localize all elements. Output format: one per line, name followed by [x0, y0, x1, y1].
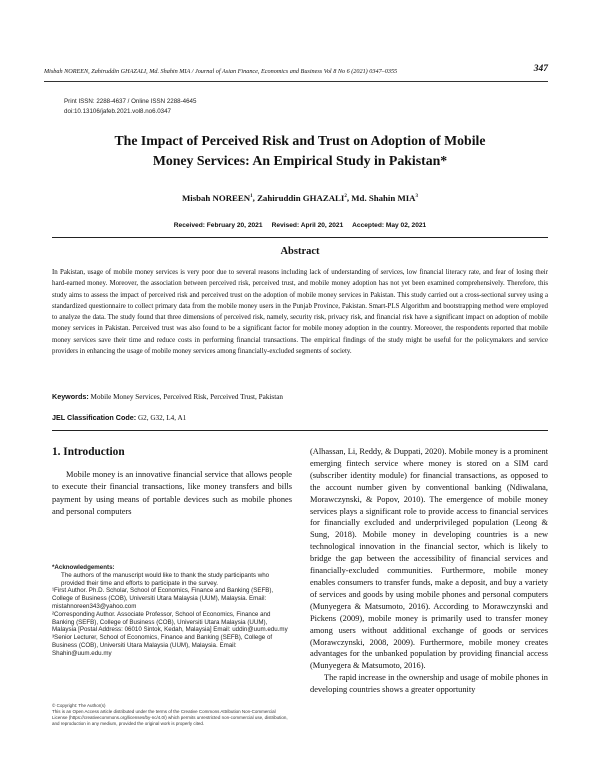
footnotes — [52, 564, 292, 658]
paper-title — [60, 131, 540, 171]
footnote-3: ³Senior Lecturer, School of Economics, Finance and Banking (SEFB), College of Business (COB), Universiti Utara Malaysia (UUM), Malaysia. Email: Shahin@uum.edu.my — [52, 634, 273, 657]
author-affiliation-mark: 3 — [415, 194, 419, 200]
license-text: This is an Open Access article distributed under the terms of the Creative Commons Attribution Non-Commercial License (https://creativecommons.org/licenses/by-nc/4.0/) which permits unrestricted non-commercial use, distribution, and reproduction in any medium, provided the original work is properly cited. — [52, 709, 288, 726]
author-name: Misbah NOREEN — [181, 193, 251, 203]
page-number: 347 — [533, 64, 548, 74]
acknowledgements-text: The authors of the manuscript would like to thank the study participants who provided their time and efforts to participate in the survey. — [61, 571, 270, 587]
copyright-line: © Copyright: The Author(s) — [52, 703, 106, 708]
abstract-heading: Abstract — [280, 246, 320, 257]
keywords-label: Keywords: — [52, 392, 89, 401]
copyright-notice — [52, 703, 292, 727]
issn-line: Print ISSN: 2288-4637 / Online ISSN 2288-4645 — [64, 98, 197, 105]
author-name: Md. Shahin MIA — [351, 193, 416, 203]
doi-line: doi:10.13106/jafeb.2021.vol8.no6.0347 — [64, 107, 172, 115]
author-name: Zahiruddin GHAZALI — [257, 193, 345, 203]
author-affiliation-mark: 1 — [250, 194, 253, 200]
section-rule — [52, 430, 548, 431]
title-line-1: The Impact of Perceived Risk and Trust on Adoption of Mobile — [114, 133, 486, 148]
jel-line — [52, 413, 186, 422]
jel-value: G2, G32, L4, A1 — [136, 414, 187, 422]
introduction-paragraph: (Alhassan, Li, Reddy, & Duppati, 2020). Mobile money is a prominent emerging fintech service where money is stored on a SIM card (subscriber identity module) for financial transactions, as opposed to the account number given by conventional banking (Ndiwalana, Morawczynski, & Popov, 2010). The emergence of mobile money services plays a significant role to provide access to financial services for financially excluded and underprivileged population (Leong & Sung, 2018). Mobile money in developing countries is a new technological innovation in the financial sector, which is likely to bridge the gap between the accessibility of financial services and financially-excluded communities. Furthermore, mobile money enables consumers to transfer funds, make a deposit, and buy a variety of services and goods by using mobile phones and personal computers (Munyegera & Matsumoto, 2016). According to Morawczynski and Pickens (2009), mobile money is primarily used to transfer money among users without additional exchange of goods or services (Morawczynski, 2008, 2009). Furthermore, mobile money creates advantages for the unbanked population by providing financial access (Munyegera & Matsumoto, 2016). — [310, 447, 548, 671]
abstract-text: In Pakistan, usage of mobile money services is very poor due to several reasons including lack of understanding of services, low financial literacy rate, and fear of losing their hard-earned money. Moreover, the association between perceived risk, perceived trust, and mobile money adoption has not yet been examined comprehensively. Therefore, this study aims to assess the impact of perceived risk and perceived trust on the adoption of mobile money services in Pakistan. This study carried out a cross-sectional survey using a standardized questionnaire to collect primary data from the mobile money users in the Punjab Province, Pakistan. Smart-PLS Algorithm and bootstrapping method were employed to analyze the data. The study found that three dimensions of perceived risk, namely, security risk, privacy risk, and financial risk have a significant impact on adoption of mobile money services in Pakistan. Perceived trust was also found to be a significant factor for mobile money adoption in the country. Moreover, the respondents reported that mobile money services save their time and reduce costs in performing financial transactions. The empirical findings of the study might be useful for the policymakers and service providers in enhancing the usage of mobile money services among financially-excluded segments of society. — [52, 269, 548, 356]
header-rule — [44, 81, 548, 82]
author-affiliation-mark: 2 — [344, 194, 347, 200]
introduction-heading: 1. Introduction — [52, 446, 125, 458]
keywords-line — [52, 392, 283, 401]
submission-dates: Received: February 20, 2021 Revised: April 20, 2021 Accepted: May 02, 2021 — [173, 222, 427, 229]
introduction-paragraph: The rapid increase in the ownership and usage of mobile phones in developing countries shows a greater opportunity — [310, 673, 548, 695]
footnote-1: ¹First Author. Ph.D. Scholar, School of Economics, Finance and Banking (SEFB), College of Business (COB), Universiti Utara Malaysia (UUM), Malaysia. Email: mistahnoreen343@yahoo.com — [52, 587, 274, 610]
jel-label: JEL Classification Code: — [52, 413, 137, 422]
title-line-2: Money Services: An Empirical Study in Pakistan* — [152, 153, 448, 168]
introduction-left-paragraph: Mobile money is an innovative financial service that allows people to execute their financial transactions, like money transfers and bills payment by using means of portable devices such as mobile phones and personal computers — [52, 470, 292, 517]
introduction-right-column — [310, 446, 548, 696]
section-rule — [52, 237, 548, 238]
author-list: Misbah NOREEN$^1$, Zahiruddin GHAZALI$^2$, Md. Shahin MIA$^3$ — [181, 193, 419, 203]
footnote-2: ²Corresponding Author. Associate Professor, School of Economics, Finance and Banking (SEFB), College of Business (COB), Universiti Utara Malaysia (UUM), Malaysia [Postal Address: 06010 Sintok, Kedah, Malaysia] Email: uddin@uum.edu.my — [52, 610, 288, 634]
running-head: Misbah NOREEN, Zahiruddin GHAZALI, Md. Shahin MIA / Journal of Asian Finance, Economics and Business Vol 8 No 6 (2021) 0347–0355 — [44, 68, 398, 75]
acknowledgements-title: *Acknowledgements: — [52, 564, 115, 571]
issn-block — [64, 97, 196, 116]
keywords-value: Mobile Money Services, Perceived Risk, Perceived Trust, Pakistan — [88, 393, 283, 401]
